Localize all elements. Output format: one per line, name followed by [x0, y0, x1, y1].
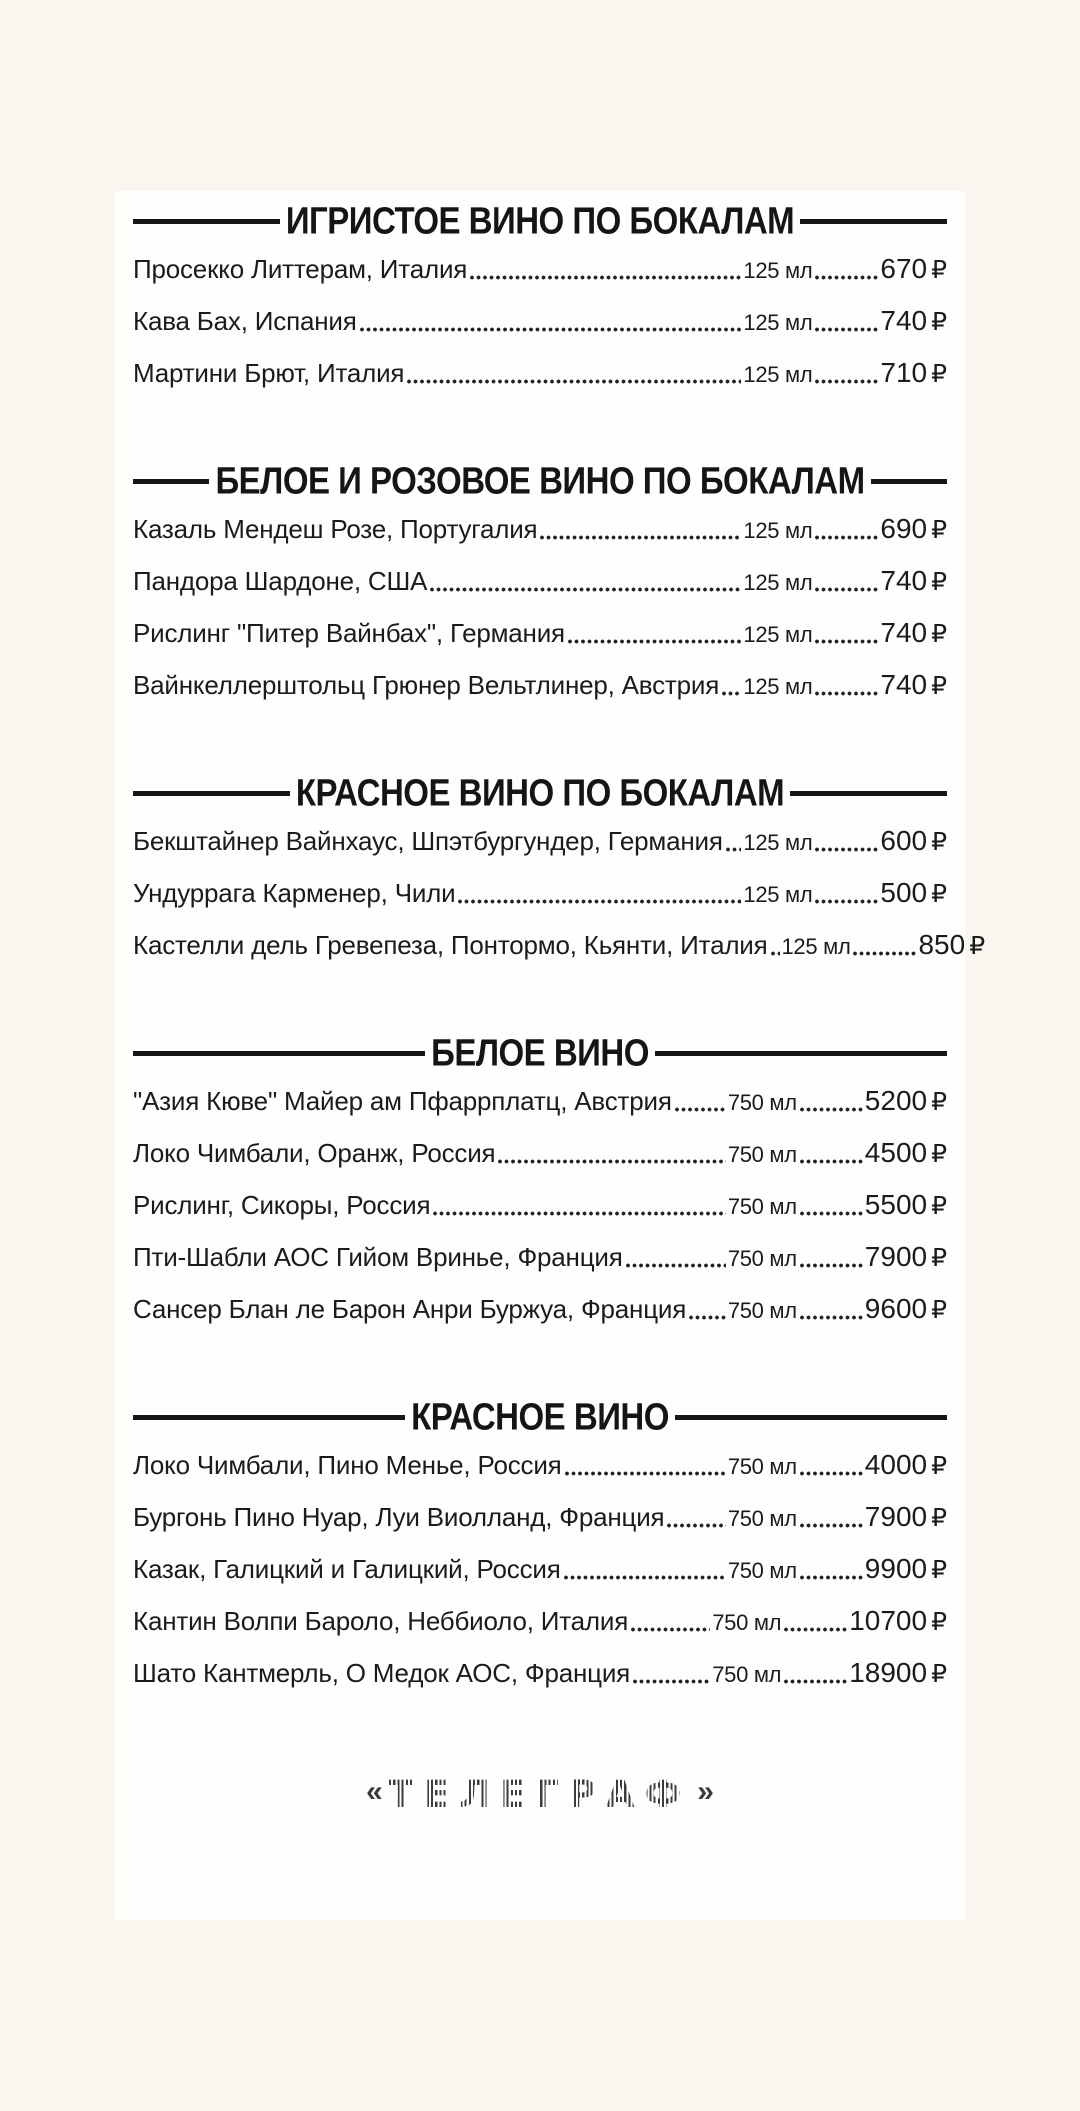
wine-price — [865, 1137, 947, 1169]
ruble-sign: ₽ — [931, 879, 947, 908]
wine-row — [133, 253, 947, 285]
ruble-sign: ₽ — [931, 307, 947, 336]
price-value: 710 — [880, 357, 928, 388]
logo-right-quote: » — [697, 1775, 714, 1808]
dot-leader — [497, 1158, 725, 1165]
price-value: 850 — [918, 929, 966, 960]
ruble-sign: ₽ — [931, 359, 947, 388]
price-value: 740 — [880, 617, 928, 648]
ruble-sign: ₽ — [931, 1243, 947, 1272]
wine-volume: 750 мл — [727, 1454, 797, 1479]
wine-volume: 750 мл — [727, 1298, 797, 1323]
wine-price — [865, 1085, 947, 1117]
menu-section — [133, 1397, 947, 1689]
wine-price — [865, 1449, 947, 1481]
dot-leader — [725, 846, 742, 853]
dot-leader — [469, 274, 741, 281]
price-value: 10700 — [849, 1605, 928, 1636]
wine-row — [133, 929, 986, 961]
dot-leader — [721, 690, 741, 697]
section-title: КРАСНОЕ ВИНО ПО БОКАЛАМ — [295, 771, 785, 814]
wine-row — [133, 305, 947, 337]
dot-leader-2 — [799, 1262, 863, 1269]
price-value: 5200 — [864, 1085, 928, 1116]
wine-price — [880, 565, 947, 597]
ruble-sign: ₽ — [931, 1295, 947, 1324]
wine-row — [133, 1501, 947, 1533]
price-value: 18900 — [849, 1657, 928, 1688]
wine-price — [865, 1501, 947, 1533]
wine-row — [133, 1605, 947, 1637]
wine-price — [865, 1293, 947, 1325]
wine-volume: 750 мл — [712, 1610, 782, 1635]
dot-leader — [567, 638, 741, 645]
wine-name: Локо Чимбали, Пино Менье, Россия — [133, 1450, 562, 1480]
dot-leader-2 — [814, 378, 878, 385]
dot-leader — [625, 1262, 726, 1269]
dot-leader-2 — [799, 1314, 863, 1321]
wine-row — [133, 669, 947, 701]
wine-name: Вайнкеллерштольц Грюнер Вельтлинер, Австрия — [133, 670, 720, 700]
dot-leader-2 — [783, 1678, 847, 1685]
dot-leader — [666, 1522, 725, 1529]
wine-volume: 750 мл — [727, 1142, 797, 1167]
dot-leader — [429, 586, 741, 593]
header-rule-right — [871, 479, 947, 484]
dot-leader-2 — [799, 1470, 863, 1477]
logo-text: ТЕЛЕГРАФ — [388, 1773, 692, 1816]
wine-price — [918, 929, 985, 961]
ruble-sign: ₽ — [931, 1607, 947, 1636]
wine-price — [849, 1605, 947, 1637]
dot-leader — [674, 1106, 726, 1113]
price-value: 7900 — [864, 1241, 928, 1272]
wine-name: Казаль Мендеш Розе, Португалия — [133, 514, 538, 544]
dot-leader-2 — [799, 1210, 863, 1217]
wine-name: Кантин Волпи Бароло, Неббиоло, Италия — [133, 1606, 629, 1636]
section-title: КРАСНОЕ ВИНО — [411, 1395, 669, 1438]
wine-name: Пандора Шардоне, США — [133, 566, 428, 596]
wine-volume: 125 мл — [743, 570, 813, 595]
wine-price — [880, 253, 947, 285]
header-rule-left — [133, 791, 290, 796]
dot-leader-2 — [783, 1626, 847, 1633]
header-rule-right — [655, 1051, 947, 1056]
wine-row — [133, 1189, 947, 1221]
wine-price — [880, 825, 947, 857]
wine-name: Кава Бах, Испания — [133, 306, 357, 336]
wine-price — [880, 617, 947, 649]
ruble-sign: ₽ — [931, 1087, 947, 1116]
wine-row — [133, 1449, 947, 1481]
wine-row — [133, 357, 947, 389]
menu-sections — [133, 199, 986, 1689]
menu-section — [133, 201, 947, 389]
wine-volume: 750 мл — [727, 1090, 797, 1115]
dot-leader — [457, 898, 741, 905]
restaurant-logo — [133, 1773, 947, 1816]
wine-volume: 125 мл — [743, 258, 813, 283]
wine-row — [133, 825, 947, 857]
wine-volume: 125 мл — [743, 830, 813, 855]
ruble-sign: ₽ — [931, 255, 947, 284]
wine-volume: 125 мл — [743, 362, 813, 387]
wine-price — [865, 1241, 947, 1273]
ruble-sign: ₽ — [931, 1659, 947, 1688]
wine-name: Бургонь Пино Нуар, Луи Виолланд, Франция — [133, 1502, 665, 1532]
dot-leader-2 — [814, 846, 878, 853]
wine-row — [133, 1137, 947, 1169]
dot-leader — [770, 950, 780, 957]
wine-row — [133, 1293, 947, 1325]
wine-name: Мартини Брют, Италия — [133, 358, 405, 388]
ruble-sign: ₽ — [931, 1503, 947, 1532]
ruble-sign: ₽ — [931, 827, 947, 856]
dot-leader-2 — [814, 586, 878, 593]
price-value: 9900 — [864, 1553, 928, 1584]
wine-name: Пти-Шабли АОС Гийом Вринье, Франция — [133, 1242, 623, 1272]
wine-row — [133, 1657, 947, 1689]
wine-price — [849, 1657, 947, 1689]
wine-volume: 750 мл — [712, 1662, 782, 1687]
dot-leader — [564, 1470, 726, 1477]
wine-row — [133, 1553, 947, 1585]
section-header — [133, 1033, 947, 1073]
dot-leader — [630, 1626, 710, 1633]
wine-price — [880, 669, 947, 701]
dot-leader-2 — [852, 950, 916, 957]
section-header — [133, 1397, 947, 1437]
price-value: 600 — [880, 825, 928, 856]
wine-volume: 750 мл — [727, 1194, 797, 1219]
price-value: 4000 — [864, 1449, 928, 1480]
price-value: 5500 — [864, 1189, 928, 1220]
wine-price — [880, 513, 947, 545]
dot-leader-2 — [799, 1574, 863, 1581]
section-header — [133, 201, 947, 241]
wine-name: Казак, Галицкий и Галицкий, Россия — [133, 1554, 561, 1584]
section-title: ИГРИСТОЕ ВИНО ПО БОКАЛАМ — [285, 199, 795, 242]
dot-leader — [563, 1574, 726, 1581]
wine-volume: 750 мл — [727, 1558, 797, 1583]
wine-volume: 125 мл — [743, 674, 813, 699]
dot-leader — [688, 1314, 726, 1321]
dot-leader — [632, 1678, 710, 1685]
price-value: 500 — [880, 877, 928, 908]
wine-price — [880, 877, 947, 909]
ruble-sign: ₽ — [931, 1555, 947, 1584]
section-title: БЕЛОЕ И РОЗОВОЕ ВИНО ПО БОКАЛАМ — [215, 459, 865, 502]
price-value: 740 — [880, 565, 928, 596]
dot-leader — [539, 534, 741, 541]
wine-row — [133, 877, 947, 909]
wine-volume: 125 мл — [743, 882, 813, 907]
wine-name: Кастелли дель Гревепеза, Понтормо, Кьянти, Италия — [133, 930, 768, 960]
ruble-sign: ₽ — [931, 1139, 947, 1168]
header-rule-right — [800, 219, 947, 224]
price-value: 740 — [880, 305, 928, 336]
section-title: БЕЛОЕ ВИНО — [431, 1031, 649, 1074]
wine-price — [865, 1189, 947, 1221]
dot-leader-2 — [814, 326, 878, 333]
header-rule-left — [133, 1415, 405, 1420]
menu-section — [133, 461, 947, 701]
dot-leader-2 — [799, 1106, 863, 1113]
section-rows — [133, 253, 947, 389]
header-rule-left — [133, 479, 209, 484]
price-value: 7900 — [864, 1501, 928, 1532]
wine-name: Рислинг "Питер Вайнбах", Германия — [133, 618, 565, 648]
ruble-sign: ₽ — [931, 1191, 947, 1220]
price-value: 9600 — [864, 1293, 928, 1324]
menu-section — [133, 1033, 947, 1325]
dot-leader-2 — [814, 898, 878, 905]
wine-price — [865, 1553, 947, 1585]
dot-leader-2 — [814, 534, 878, 541]
wine-name: "Азия Кюве" Майер ам Пфаррплатц, Австрия — [133, 1086, 672, 1116]
ruble-sign: ₽ — [969, 931, 986, 960]
header-rule-left — [133, 219, 280, 224]
dot-leader-2 — [799, 1522, 863, 1529]
wine-name: Шато Кантмерль, О Медок АОС, Франция — [133, 1658, 631, 1688]
wine-name: Просекко Литтерам, Италия — [133, 254, 468, 284]
section-rows — [133, 1449, 947, 1689]
wine-name: Рислинг, Сикоры, Россия — [133, 1190, 431, 1220]
menu-section — [133, 771, 986, 961]
wine-row — [133, 1085, 947, 1117]
dot-leader — [406, 378, 741, 385]
wine-volume: 125 мл — [743, 518, 813, 543]
section-rows — [133, 825, 986, 961]
wine-volume: 125 мл — [743, 622, 813, 647]
wine-name: Ундуррага Карменер, Чили — [133, 878, 456, 908]
section-header — [133, 773, 947, 813]
header-rule-right — [790, 791, 947, 796]
wine-volume: 750 мл — [727, 1246, 797, 1271]
header-rule-left — [133, 1051, 425, 1056]
header-rule-right — [675, 1415, 947, 1420]
wine-price — [880, 357, 947, 389]
dot-leader-2 — [814, 274, 878, 281]
section-rows — [133, 513, 947, 701]
dot-leader-2 — [814, 638, 878, 645]
wine-price — [880, 305, 947, 337]
ruble-sign: ₽ — [931, 619, 947, 648]
ruble-sign: ₽ — [931, 567, 947, 596]
dot-leader — [359, 326, 742, 333]
section-header — [133, 461, 947, 501]
wine-volume: 750 мл — [727, 1506, 797, 1531]
logo-left-quote: « — [366, 1775, 383, 1808]
wine-row — [133, 1241, 947, 1273]
wine-name: Локо Чимбали, Оранж, Россия — [133, 1138, 496, 1168]
wine-name: Бекштайнер Вайнхаус, Шпэтбургундер, Германия — [133, 826, 723, 856]
ruble-sign: ₽ — [931, 671, 947, 700]
ruble-sign: ₽ — [931, 1451, 947, 1480]
wine-row — [133, 617, 947, 649]
section-rows — [133, 1085, 947, 1325]
wine-row — [133, 565, 947, 597]
price-value: 670 — [880, 253, 928, 284]
menu-card — [115, 191, 986, 1920]
wine-volume: 125 мл — [781, 934, 851, 959]
price-value: 740 — [880, 669, 928, 700]
wine-row — [133, 513, 947, 545]
ruble-sign: ₽ — [931, 515, 947, 544]
wine-volume: 125 мл — [743, 310, 813, 335]
dot-leader-2 — [814, 690, 878, 697]
dot-leader — [432, 1210, 725, 1217]
wine-name: Сансер Блан ле Барон Анри Буржуа, Франция — [133, 1294, 687, 1324]
dot-leader-2 — [799, 1158, 863, 1165]
price-value: 690 — [880, 513, 928, 544]
price-value: 4500 — [864, 1137, 928, 1168]
